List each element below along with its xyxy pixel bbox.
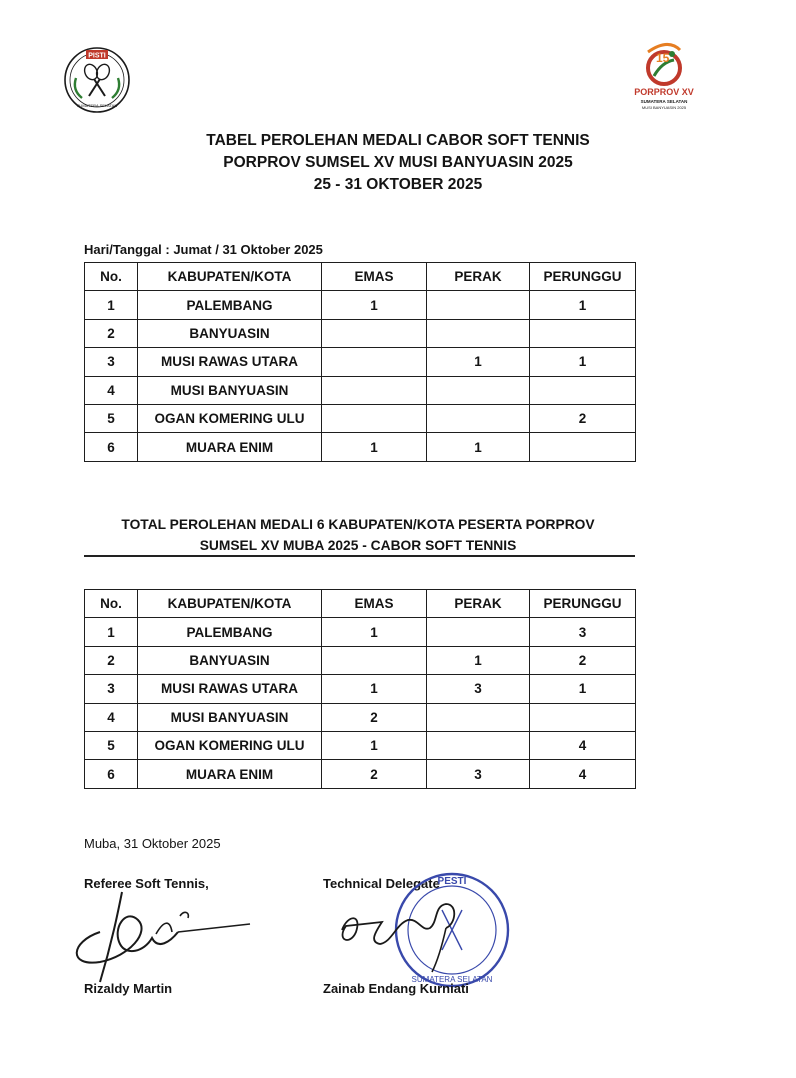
cell-no: 2 xyxy=(85,646,138,674)
cell-emas xyxy=(322,348,427,376)
cell-perunggu xyxy=(530,319,636,347)
cell-no: 4 xyxy=(85,703,138,731)
cell-perunggu: 4 xyxy=(530,731,636,759)
table-row xyxy=(85,703,636,731)
porprov-logo xyxy=(618,32,710,122)
cell-perak xyxy=(427,703,530,731)
cell-perak: 1 xyxy=(427,433,530,461)
cell-name: MUSI BANYUASIN xyxy=(138,703,322,731)
svg-text:PORPROV XV: PORPROV XV xyxy=(634,87,694,97)
cell-emas xyxy=(322,404,427,432)
cell-perak: 3 xyxy=(427,675,530,703)
header-kabupaten: KABUPATEN/KOTA xyxy=(138,590,322,618)
cell-name: MUSI RAWAS UTARA xyxy=(138,675,322,703)
cell-no: 5 xyxy=(85,404,138,432)
cell-no: 1 xyxy=(85,291,138,319)
header-line-2: PORPROV SUMSEL XV MUSI BANYUASIN 2025 xyxy=(223,154,573,171)
cell-emas: 1 xyxy=(322,618,427,646)
cell-perak xyxy=(427,618,530,646)
cell-no: 6 xyxy=(85,433,138,461)
cell-perak xyxy=(427,291,530,319)
svg-text:PISTI: PISTI xyxy=(88,52,106,60)
cell-name: OGAN KOMERING ULU xyxy=(138,404,322,432)
header-no: No. xyxy=(85,590,138,618)
header-line-3: 25 - 31 OKTOBER 2025 xyxy=(313,176,483,193)
table-row xyxy=(85,376,636,404)
cell-emas xyxy=(322,319,427,347)
cell-perunggu: 1 xyxy=(530,348,636,376)
date-label: Hari/Tanggal : Jumat / 31 Oktober 2025 xyxy=(84,242,323,257)
table-row xyxy=(85,675,636,703)
cell-emas: 1 xyxy=(322,731,427,759)
cell-perunggu: 2 xyxy=(530,646,636,674)
cell-emas: 1 xyxy=(322,433,427,461)
cell-perak xyxy=(427,376,530,404)
header-emas: EMAS xyxy=(322,263,427,291)
header-perak: PERAK xyxy=(427,263,530,291)
left-role: Referee Soft Tennis, xyxy=(84,876,209,891)
cell-emas: 1 xyxy=(322,291,427,319)
table-row xyxy=(85,618,636,646)
cell-name: MUSI BANYUASIN xyxy=(138,376,322,404)
cell-perak: 3 xyxy=(427,760,530,788)
header-perunggu: PERUNGGU xyxy=(530,263,636,291)
table-row xyxy=(85,433,636,461)
cell-emas xyxy=(322,376,427,404)
cell-emas: 1 xyxy=(322,675,427,703)
cell-no: 5 xyxy=(85,731,138,759)
cell-name: PALEMBANG xyxy=(138,618,322,646)
cell-perak: 1 xyxy=(427,348,530,376)
svg-text:15: 15 xyxy=(656,51,670,65)
total-medal-table xyxy=(84,589,636,789)
right-role: Technical Delegate xyxy=(323,876,440,891)
official-stamp xyxy=(322,860,522,1000)
cell-perunggu xyxy=(530,703,636,731)
cell-no: 2 xyxy=(85,319,138,347)
svg-text:SUMATERA SELATAN: SUMATERA SELATAN xyxy=(640,99,688,104)
table-row xyxy=(85,760,636,788)
cell-no: 6 xyxy=(85,760,138,788)
table-row xyxy=(85,319,636,347)
svg-text:SUMATERA SELATAN: SUMATERA SELATAN xyxy=(411,975,493,984)
left-name: Rizaldy Martin xyxy=(84,981,173,996)
cell-no: 3 xyxy=(85,675,138,703)
daily-medal-table xyxy=(84,262,636,462)
cell-no: 3 xyxy=(85,348,138,376)
header-line-1: TABEL PEROLEHAN MEDALI CABOR SOFT TENNIS xyxy=(206,132,590,149)
header-kabupaten: KABUPATEN/KOTA xyxy=(138,263,322,291)
header-no: No. xyxy=(85,263,138,291)
cell-perunggu xyxy=(530,376,636,404)
header-perunggu: PERUNGGU xyxy=(530,590,636,618)
referee-signature xyxy=(60,872,270,992)
cell-emas xyxy=(322,646,427,674)
table-row xyxy=(85,404,636,432)
cell-emas: 2 xyxy=(322,760,427,788)
pisti-logo xyxy=(62,44,132,116)
cell-name: MUSI RAWAS UTARA xyxy=(138,348,322,376)
cell-name: OGAN KOMERING ULU xyxy=(138,731,322,759)
cell-name: MUARA ENIM xyxy=(138,433,322,461)
table-header-row xyxy=(85,263,636,291)
cell-perunggu xyxy=(530,433,636,461)
cell-no: 4 xyxy=(85,376,138,404)
cell-perak xyxy=(427,319,530,347)
svg-text:SUMATERA SELATAN: SUMATERA SELATAN xyxy=(76,103,118,108)
cell-name: MUARA ENIM xyxy=(138,760,322,788)
cell-perunggu: 2 xyxy=(530,404,636,432)
cell-name: BANYUASIN xyxy=(138,319,322,347)
total-title xyxy=(0,514,716,556)
cell-perunggu: 1 xyxy=(530,675,636,703)
right-name: Zainab Endang Kurniati xyxy=(323,981,469,996)
svg-text:PESTI: PESTI xyxy=(437,876,467,887)
cell-perunggu: 1 xyxy=(530,291,636,319)
cell-perunggu: 3 xyxy=(530,618,636,646)
cell-name: PALEMBANG xyxy=(138,291,322,319)
table-header-row xyxy=(85,590,636,618)
total-title-line-2: SUMSEL XV MUBA 2025 - CABOR SOFT TENNIS xyxy=(199,538,517,553)
cell-emas: 2 xyxy=(322,703,427,731)
table-row xyxy=(85,348,636,376)
cell-perak xyxy=(427,731,530,759)
cell-perak: 1 xyxy=(427,646,530,674)
svg-text:MUSI BANYUASIN 2025: MUSI BANYUASIN 2025 xyxy=(641,105,687,110)
cell-no: 1 xyxy=(85,618,138,646)
table-row xyxy=(85,646,636,674)
total-title-line-1: TOTAL PEROLEHAN MEDALI 6 KABUPATEN/KOTA PESERTA PORPROV xyxy=(121,517,595,532)
place-date: Muba, 31 Oktober 2025 xyxy=(84,836,221,851)
cell-perunggu: 4 xyxy=(530,760,636,788)
table-row xyxy=(85,291,636,319)
header-emas: EMAS xyxy=(322,590,427,618)
divider xyxy=(84,555,635,557)
table-row xyxy=(85,731,636,759)
header-perak: PERAK xyxy=(427,590,530,618)
cell-name: BANYUASIN xyxy=(138,646,322,674)
cell-perak xyxy=(427,404,530,432)
document-header xyxy=(0,130,796,196)
